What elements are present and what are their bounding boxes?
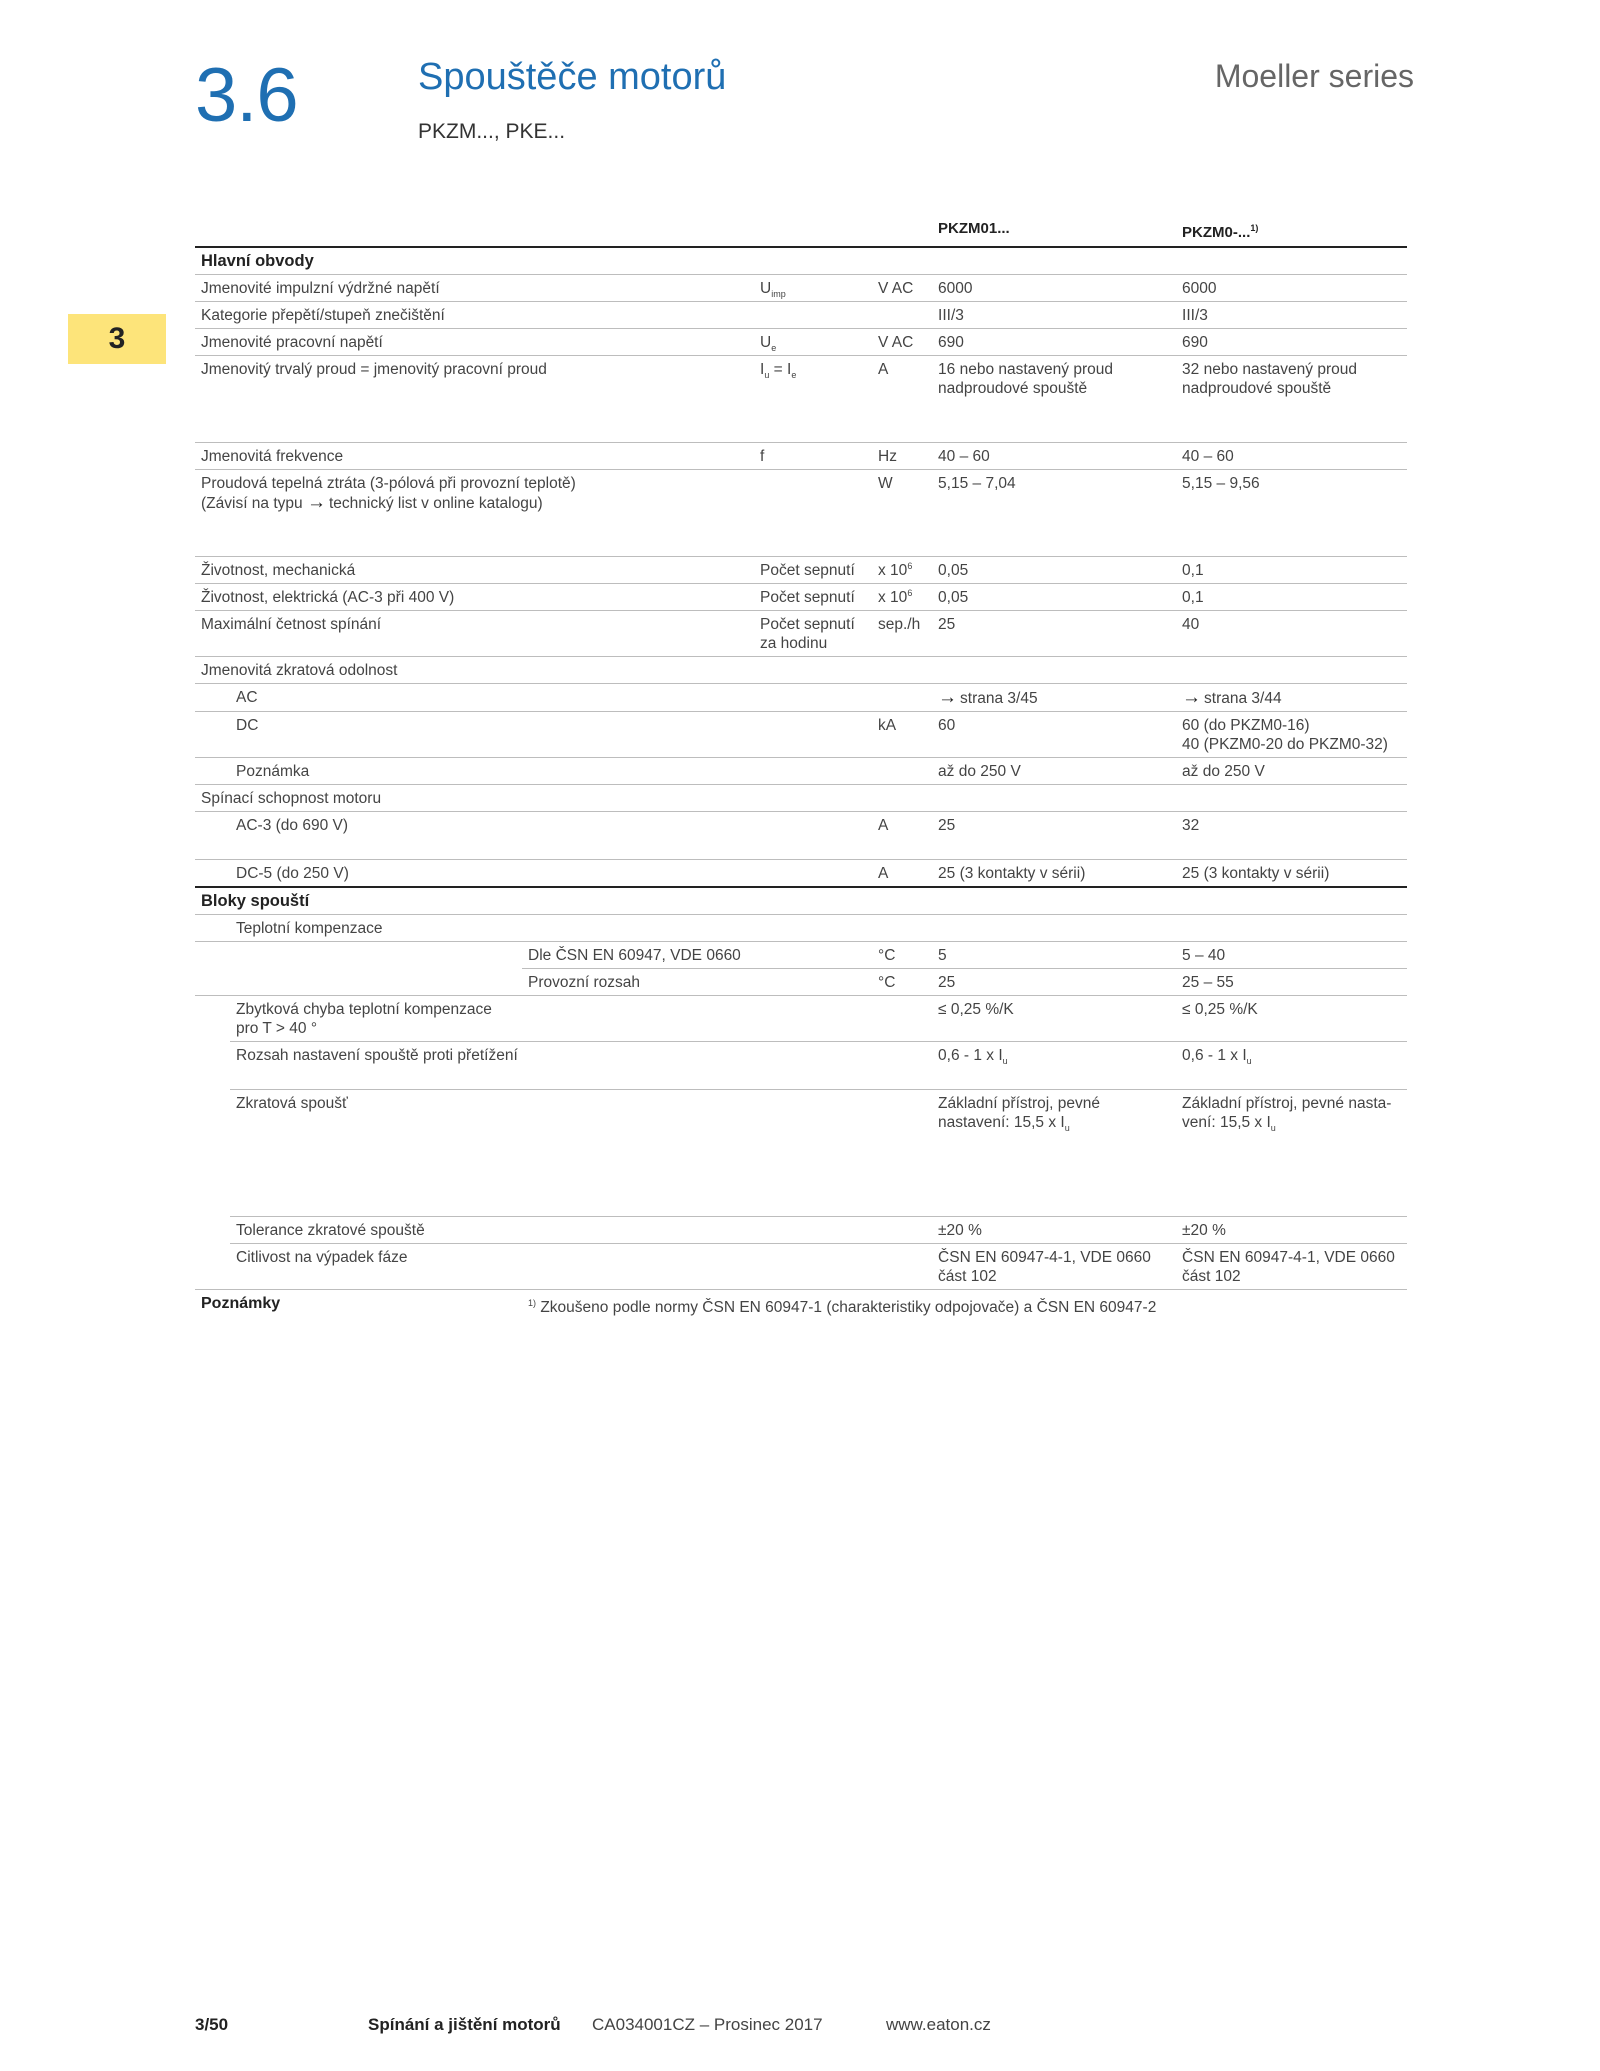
table-row: Teplotní kompenzace <box>195 915 1407 942</box>
section-trip-blocks: Bloky spouští <box>195 887 1407 915</box>
table-row: Poznámka až do 250 V až do 250 V <box>195 758 1407 785</box>
table-row: Dle ČSN EN 60947, VDE 0660 °C 5 5 – 40 <box>195 942 1407 969</box>
table-row: DC-5 (do 250 V) A 25 (3 kontakty v sérii) 25 (3 kontakty v sérii) <box>195 860 1407 888</box>
table-header <box>195 215 1407 247</box>
table-row: Spínací schopnost motoru <box>195 785 1407 812</box>
table-row: Jmenovité pracovní napětí $U_e$ V AC 690 690 <box>195 329 1407 356</box>
spec-table <box>195 215 1407 1320</box>
series-label: Moeller series <box>1214 58 1414 94</box>
table-row: Životnost, mechanická Počet sepnutí x $10^6$ 0,05 0,1 <box>195 557 1407 584</box>
footer-section: Spínání a jištění motorů <box>368 2015 561 2034</box>
table-row: Proudová tepelná ztráta (3-pólová při provozní teplotě) (Závisí na typu → technický list v online katalogu) W 5,15 – 7,04 5,15 – 9,56 <box>195 470 1407 557</box>
arrow-right-icon: → <box>306 492 326 513</box>
column-header-pkzm0: PKZM0-...$^{1)}$ <box>1176 215 1407 247</box>
table-row: Citlivost na výpadek fáze ČSN EN 60947-4-1, VDE 0660 část 102 ČSN EN 60947-4-1, VDE 0660 část 102 <box>195 1244 1407 1290</box>
column-header-pkzm01: PKZM01... <box>932 215 1176 247</box>
table-row: DC kA 60 60 (do PKZM0-16) 40 (PKZM0-20 do PKZM0-32) <box>195 712 1407 758</box>
arrow-right-icon: → <box>938 687 958 708</box>
chapter-number: 3.6 <box>195 53 298 138</box>
footer-url[interactable]: www.eaton.cz <box>886 2015 991 2034</box>
page-number: 3/50 <box>195 2015 229 2034</box>
arrow-right-icon: → <box>1182 687 1202 708</box>
table-row: Zkratová spoušť Základní přístroj, pevné nastavení: 15,5 x $I_u$ Základní přístroj, pevné nasta-vení: 15,5 x $I_u$ <box>195 1090 1407 1217</box>
table-row: Jmenovitá zkratová odolnost <box>195 657 1407 684</box>
table-row: AC → strana 3/45 → strana 3/44 <box>195 684 1407 712</box>
footer-doc-id: CA034001CZ – Prosinec 2017 <box>592 2015 823 2034</box>
table-row: AC-3 (do 690 V) A 25 32 <box>195 812 1407 860</box>
notes-row: Poznámky $^{1)}$ Zkoušeno podle normy ČSN EN 60947-1 (charakteristiky odpojovače) a ČSN EN 60947-2 <box>201 1295 1157 1317</box>
chapter-tab: 3 <box>68 314 166 364</box>
table-row: Tolerance zkratové spouště ±20 % ±20 % <box>195 1217 1407 1244</box>
table-row: Rozsah nastavení spouště proti přetížení 0,6 - 1 x $I_u$ 0,6 - 1 x $I_u$ <box>195 1042 1407 1090</box>
table-row: Životnost, elektrická (AC-3 při 400 V) Počet sepnutí x $10^6$ 0,05 0,1 <box>195 584 1407 611</box>
table-row: Jmenovité impulzní výdržné napětí $U_{imp}$ V AC 6000 6000 <box>195 275 1407 302</box>
table-row: Maximální četnost spínání Počet sepnutí za hodinu sep./h 25 40 <box>195 611 1407 657</box>
table-row: Provozní rozsah °C 25 25 – 55 <box>195 969 1407 996</box>
page-title: Spouštěče motorů <box>418 56 727 98</box>
table-row: Kategorie přepětí/stupeň znečištění III/3 III/3 <box>195 302 1407 329</box>
table-row: Zbytková chyba teplotní kompenzace pro T > 40 ° ≤ 0,25 %/K ≤ 0,25 %/K <box>195 996 1407 1042</box>
table-row: Jmenovitý trvalý proud = jmenovitý pracovní proud $I_u = I_e$ A 16 nebo nastavený proud nadproudové spouště 32 nebo nastavený proud nadproudové spouště <box>195 356 1407 443</box>
page-subtitle: PKZM..., PKE... <box>418 120 566 143</box>
table-row: Jmenovitá frekvence f Hz 40 – 60 40 – 60 <box>195 443 1407 470</box>
section-main-circuits: Hlavní obvody <box>195 247 1407 275</box>
